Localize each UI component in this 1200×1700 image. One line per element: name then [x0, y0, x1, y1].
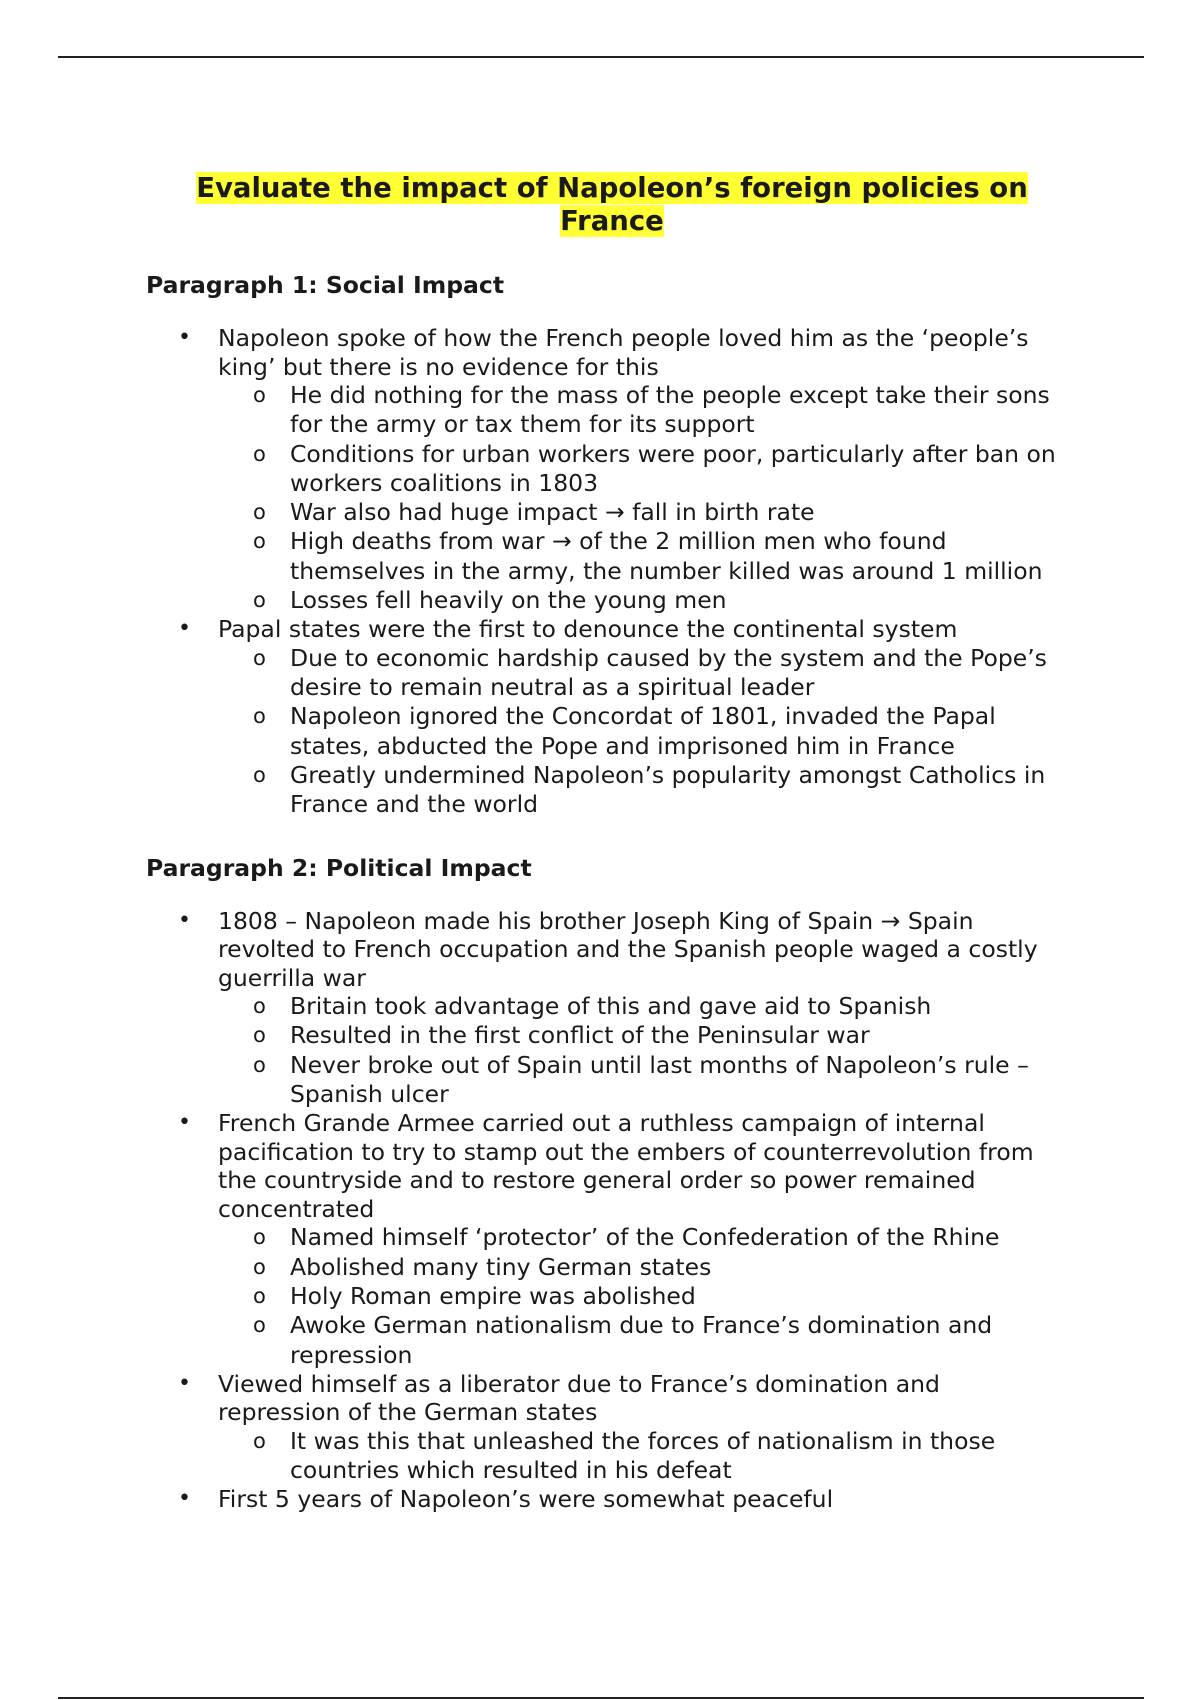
bullet-item [146, 1485, 1066, 1514]
sub-bullet-item [218, 586, 1066, 615]
bullet-item [146, 907, 1066, 1110]
sub-bullet-item [218, 440, 1066, 499]
bullet-icon: • [178, 1486, 191, 1512]
section-heading: Paragraph 2: Political Impact [146, 853, 532, 882]
bullet-icon: • [178, 1370, 191, 1396]
sub-bullet-icon: o [253, 1313, 266, 1338]
bullet-text: Viewed himself as a liberator due to France’s domination and repression of the German states [218, 1369, 940, 1427]
sub-bullet-text: Losses fell heavily on the young men [290, 586, 727, 615]
bullet-item [146, 1109, 1066, 1369]
bullet-icon: • [178, 325, 191, 350]
sub-bullet-text: High deaths from war → of the 2 million men who found themselves in the army, the number killed was around 1 million [290, 527, 1043, 585]
sub-bullet-text: Greatly undermined Napoleon’s popularity amongst Catholics in France and the world [290, 761, 1046, 819]
bullet-list [146, 324, 1066, 820]
sub-bullet-text: It was this that unleashed the forces of nationalism in those countries which resulted in his defeat [290, 1426, 996, 1485]
sub-bullet-text: Holy Roman empire was abolished [290, 1281, 696, 1310]
bullet-item [146, 324, 1066, 615]
sub-bullet-list [218, 644, 1066, 820]
sub-bullet-item [218, 381, 1066, 440]
sub-bullet-text: Abolished many tiny German states [290, 1252, 712, 1281]
sub-bullet-list [218, 1427, 1066, 1486]
sub-bullet-icon: o [253, 645, 266, 670]
bullet-icon: • [178, 907, 191, 933]
bullet-item [146, 1370, 1066, 1486]
sub-bullet-icon: o [253, 1254, 266, 1279]
sub-bullet-item [218, 702, 1066, 761]
bullet-text: 1808 – Napoleon made his brother Joseph King of Spain → Spain revolted to French occupation and the Spanish people waged a costly guerrilla war [218, 906, 1038, 992]
sub-bullet-item [218, 1427, 1066, 1486]
sub-bullet-text: Never broke out of Spain until last months of Napoleon’s rule – Spanish ulcer [290, 1050, 1029, 1109]
sub-bullet-icon: o [253, 500, 266, 525]
sub-bullet-text: Britain took advantage of this and gave aid to Spanish [290, 992, 932, 1021]
document-title [146, 172, 1066, 238]
sub-bullet-text: Resulted in the first conflict of the Peninsular war [290, 1021, 870, 1050]
sub-bullet-item [218, 992, 1066, 1021]
sub-bullet-list [218, 1223, 1066, 1369]
sub-bullet-icon: o [253, 704, 266, 729]
sub-bullet-item [218, 1311, 1066, 1370]
bullet-text: Napoleon spoke of how the French people loved him as the ‘people’s king’ but there is no evidence for this [218, 324, 1029, 381]
sub-bullet-icon: o [253, 1052, 266, 1077]
bullet-text: First 5 years of Napoleon’s were somewhat peaceful [218, 1485, 834, 1514]
document-body [146, 172, 1066, 1514]
sub-bullet-item [218, 1253, 1066, 1282]
sub-bullet-item [218, 1051, 1066, 1110]
sub-bullet-icon: o [253, 1225, 266, 1250]
sub-bullet-item [218, 761, 1066, 820]
sub-bullet-text: Awoke German nationalism due to France’s domination and repression [290, 1311, 993, 1369]
section-heading: Paragraph 1: Social Impact [146, 271, 505, 299]
sub-bullet-item [218, 644, 1066, 703]
sub-bullet-item [218, 498, 1066, 527]
sub-bullet-text: Napoleon ignored the Concordat of 1801, invaded the Papal states, abducted the Pope and imprisoned him in France [290, 702, 996, 760]
top-rule [58, 56, 1144, 58]
sub-bullet-icon: o [253, 529, 266, 554]
sub-bullet-list [218, 992, 1066, 1109]
sub-bullet-icon: o [253, 1283, 266, 1308]
sub-bullet-text: Conditions for urban workers were poor, particularly after ban on workers coalitions in 1803 [290, 439, 1056, 497]
sub-bullet-text: Named himself ‘protector’ of the Confederation of the Rhine [290, 1223, 1000, 1252]
sub-bullet-icon: o [253, 1428, 266, 1453]
sub-bullet-text: War also had huge impact → fall in birth rate [290, 498, 815, 527]
sub-bullet-text: Due to economic hardship caused by the system and the Pope’s desire to remain neutral as a spiritual leader [290, 643, 1047, 702]
sub-bullet-text: He did nothing for the mass of the people except take their sons for the army or tax them for its support [290, 381, 1050, 439]
bullet-text: French Grande Armee carried out a ruthless campaign of internal pacification to try to stamp out the embers of counterrevolution from the countryside and to restore general order so power remained concentrated [218, 1109, 1034, 1223]
sub-bullet-item [218, 527, 1066, 586]
sub-bullet-icon: o [253, 383, 266, 407]
sub-bullet-icon: o [253, 994, 266, 1019]
sub-bullet-item [218, 1021, 1066, 1050]
bullet-icon: • [178, 616, 191, 642]
bullet-item [146, 615, 1066, 819]
sub-bullet-list [218, 381, 1066, 615]
sub-bullet-item [218, 1223, 1066, 1252]
document-title-text: Evaluate the impact of Napoleon’s foreign policies on France [196, 172, 1028, 237]
bullet-list [146, 907, 1066, 1514]
sub-bullet-icon: o [253, 1023, 266, 1048]
sub-bullet-icon: o [253, 441, 266, 466]
sub-bullet-icon: o [253, 763, 266, 788]
bottom-rule [58, 1697, 1144, 1699]
bullet-text: Papal states were the first to denounce the continental system [218, 615, 958, 644]
sub-bullet-icon: o [253, 588, 266, 613]
sub-bullet-item [218, 1282, 1066, 1311]
bullet-icon: • [178, 1110, 191, 1136]
